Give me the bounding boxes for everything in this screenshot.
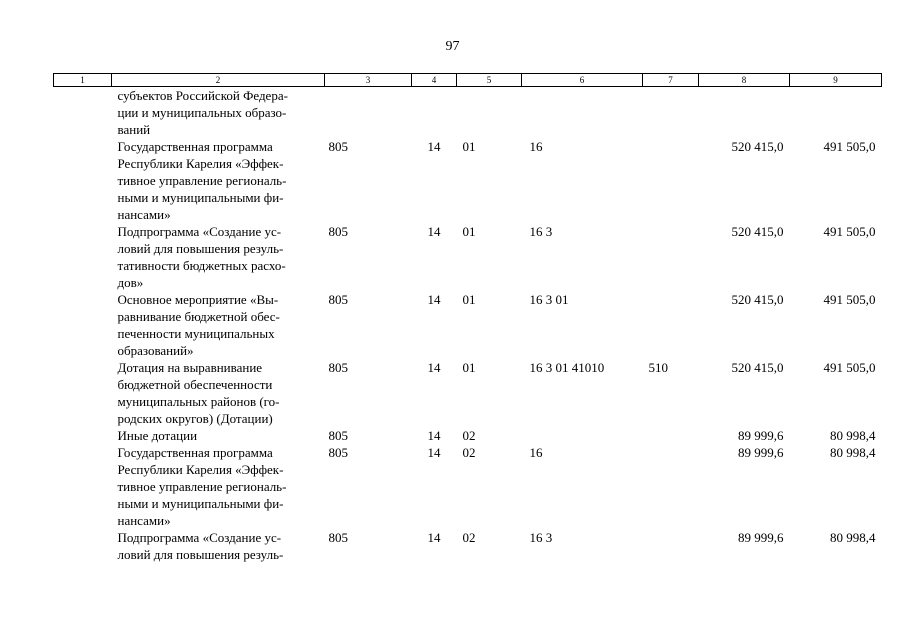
- item-name-line: дов»: [117, 275, 144, 290]
- row-blank-cell: [54, 223, 112, 291]
- table-row: [54, 359, 882, 427]
- column-number-header: 7: [643, 74, 699, 87]
- table-row: [54, 138, 882, 223]
- column-number-header: 8: [699, 74, 790, 87]
- item-name-cell: [112, 223, 325, 291]
- column-number-header: 9: [790, 74, 882, 87]
- expense-type-cell: [643, 444, 699, 529]
- section-code-cell: 14: [427, 292, 441, 307]
- subsection-code-cell: 01: [462, 292, 476, 307]
- expense-type-cell: 510: [648, 360, 668, 375]
- subsection-code-cell: [457, 87, 522, 139]
- admin-code-cell: 805: [328, 224, 348, 239]
- section-code-cell: 14: [427, 224, 441, 239]
- table-row: [54, 223, 882, 291]
- row-blank-cell: [54, 87, 112, 139]
- section-code-cell: 14: [427, 445, 441, 460]
- row-blank-cell: [54, 138, 112, 223]
- column-number-row: [54, 74, 882, 87]
- subsection-code-cell: 01: [462, 139, 476, 154]
- item-name-line: Республики Карелия «Эффек-: [117, 156, 284, 171]
- item-name-line: ными и муниципальными фи-: [117, 190, 284, 205]
- table-row: [54, 87, 882, 139]
- amount-year1-cell: 520 415,0: [731, 224, 784, 239]
- section-code-cell: 14: [427, 360, 441, 375]
- table-row: [54, 444, 882, 529]
- target-article-cell: 16 3: [529, 530, 553, 545]
- item-name-line: Основное мероприятие «Вы-: [117, 292, 279, 307]
- item-name-line: муниципальных районов (го-: [117, 394, 280, 409]
- item-name-line: ными и муниципальными фи-: [117, 496, 284, 511]
- admin-code-cell: 805: [328, 292, 348, 307]
- subsection-code-cell: 01: [462, 224, 476, 239]
- target-article-cell: [522, 87, 643, 139]
- row-blank-cell: [54, 291, 112, 359]
- item-name-line: Республики Карелия «Эффек-: [117, 462, 284, 477]
- item-name-line: ции и муниципальных образо-: [117, 105, 287, 120]
- column-number-header: 2: [112, 74, 325, 87]
- admin-code-cell: [325, 87, 412, 139]
- item-name-line: равнивание бюджетной обес-: [117, 309, 280, 324]
- column-number-header: 6: [522, 74, 643, 87]
- amount-year2-cell: 80 998,4: [830, 530, 876, 545]
- item-name-cell: [112, 359, 325, 427]
- amount-year2-cell: 80 998,4: [830, 445, 876, 460]
- item-name-line: бюджетной обеспеченности: [117, 377, 273, 392]
- admin-code-cell: 805: [328, 139, 348, 154]
- admin-code-cell: 805: [328, 530, 348, 545]
- row-blank-cell: [54, 444, 112, 529]
- item-name-line: Государственная программа: [117, 139, 273, 154]
- item-name-line: субъектов Российской Федера-: [117, 88, 288, 103]
- subsection-code-cell: 02: [462, 530, 476, 545]
- subsection-code-cell: 01: [462, 360, 476, 375]
- admin-code-cell: 805: [328, 445, 348, 460]
- item-name-line: Государственная программа: [117, 445, 273, 460]
- item-name-line: ловий для повышения резуль-: [117, 547, 284, 562]
- amount-year2-cell: 491 505,0: [823, 139, 876, 154]
- expense-type-cell: [643, 223, 699, 291]
- section-code-cell: 14: [427, 530, 441, 545]
- item-name-line: Дотация на выравнивание: [117, 360, 263, 375]
- item-name-cell: [112, 138, 325, 223]
- item-name-line: Подпрограмма «Создание ус-: [117, 530, 282, 545]
- column-number-header: 4: [412, 74, 457, 87]
- item-name-line: тивное управление региональ-: [117, 479, 287, 494]
- row-blank-cell: [54, 427, 112, 444]
- expense-type-cell: [643, 291, 699, 359]
- amount-year2-cell: [790, 87, 882, 139]
- target-article-cell: 16 3: [529, 224, 553, 239]
- item-name-line: печенности муниципальных: [117, 326, 275, 341]
- expense-type-cell: [643, 427, 699, 444]
- amount-year1-cell: [699, 87, 790, 139]
- amount-year1-cell: 89 999,6: [738, 428, 784, 443]
- item-name-cell: [112, 427, 325, 444]
- item-name-line: родских округов) (Дотации): [117, 411, 273, 426]
- item-name-cell: [112, 529, 325, 563]
- item-name-line: нансами»: [117, 207, 171, 222]
- item-name-line: Подпрограмма «Создание ус-: [117, 224, 282, 239]
- item-name-line: ловий для повышения резуль-: [117, 241, 284, 256]
- admin-code-cell: 805: [328, 428, 348, 443]
- item-name-cell: [112, 87, 325, 139]
- subsection-code-cell: 02: [462, 428, 476, 443]
- amount-year2-cell: 80 998,4: [830, 428, 876, 443]
- table-row: [54, 291, 882, 359]
- table-row: [54, 427, 882, 444]
- subsection-code-cell: 02: [462, 445, 476, 460]
- target-article-cell: 16 3 01: [529, 292, 569, 307]
- target-article-cell: 16: [529, 139, 543, 154]
- budget-table: [53, 73, 882, 563]
- item-name-line: образований»: [117, 343, 194, 358]
- target-article-cell: 16: [529, 445, 543, 460]
- item-name-line: тативности бюджетных расхо-: [117, 258, 286, 273]
- amount-year1-cell: 89 999,6: [738, 530, 784, 545]
- expense-type-cell: [643, 87, 699, 139]
- column-number-header: 1: [54, 74, 112, 87]
- amount-year1-cell: 520 415,0: [731, 360, 784, 375]
- item-name-line: нансами»: [117, 513, 171, 528]
- target-article-cell: 16 3 01 41010: [529, 360, 605, 375]
- column-number-header: 5: [457, 74, 522, 87]
- amount-year2-cell: 491 505,0: [823, 224, 876, 239]
- admin-code-cell: 805: [328, 360, 348, 375]
- amount-year2-cell: 491 505,0: [823, 360, 876, 375]
- table-row: [54, 529, 882, 563]
- item-name-line: Иные дотации: [117, 428, 198, 443]
- amount-year1-cell: 520 415,0: [731, 139, 784, 154]
- amount-year1-cell: 520 415,0: [731, 292, 784, 307]
- expense-type-cell: [643, 529, 699, 563]
- amount-year1-cell: 89 999,6: [738, 445, 784, 460]
- amount-year2-cell: 491 505,0: [823, 292, 876, 307]
- item-name-line: тивное управление региональ-: [117, 173, 287, 188]
- page-number: 97: [445, 39, 460, 54]
- item-name-cell: [112, 444, 325, 529]
- row-blank-cell: [54, 529, 112, 563]
- row-blank-cell: [54, 359, 112, 427]
- expense-type-cell: [643, 138, 699, 223]
- item-name-cell: [112, 291, 325, 359]
- target-article-cell: [522, 427, 643, 444]
- item-name-line: ваний: [117, 122, 151, 137]
- section-code-cell: 14: [427, 139, 441, 154]
- section-code-cell: 14: [427, 428, 441, 443]
- column-number-header: 3: [325, 74, 412, 87]
- section-code-cell: [412, 87, 457, 139]
